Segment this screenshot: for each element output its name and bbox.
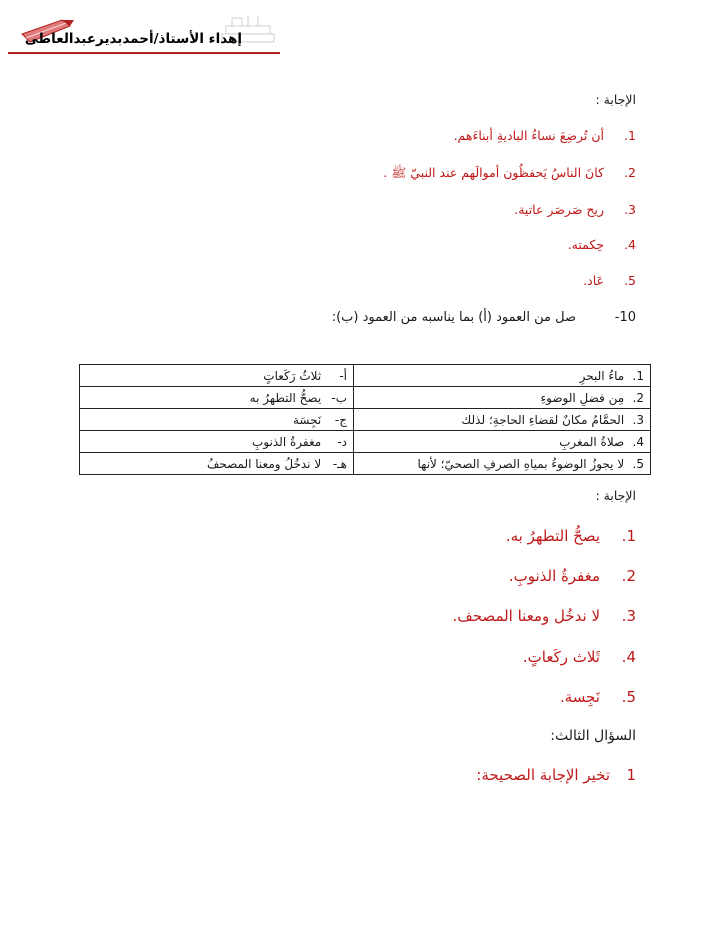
table-row — [80, 387, 651, 409]
table-row — [80, 365, 651, 387]
column-b-cell: د- مغفرةُ الذنوبِ — [80, 431, 354, 453]
column-b-cell: هـ- لا ندخُلُ ومعنا المصحفُ — [80, 453, 354, 475]
list-item: 3.ريح صَرصَر عاتية. — [514, 202, 636, 217]
column-b-cell: ج- نَجِسَة — [80, 409, 354, 431]
list-item: 5.عَاد. — [583, 273, 636, 288]
list-item: 4.ثَلاث ركَعاتٍ. — [522, 648, 636, 666]
answer-label: الإجابة : — [595, 92, 636, 107]
list-item: 3.لا ندخُل ومعنا المصحف. — [452, 607, 636, 625]
table-row — [80, 431, 651, 453]
question-3-title: السؤال الثالث: — [550, 728, 636, 744]
dedication-text: إهداء الأستاذ/أحمدبديرعبدالعاطى — [24, 31, 242, 47]
answer-label-2: الإجابة : — [595, 488, 636, 503]
column-a-cell: 1. ماءُ البحرِ — [354, 365, 651, 387]
table-row — [80, 453, 651, 475]
column-a-cell: 4. صلاةُ المغربِ — [354, 431, 651, 453]
question-number: 10- — [614, 310, 636, 325]
list-item: 5.نَجِسة. — [559, 688, 636, 706]
list-item: 2.مغفرةُ الذنوبِ. — [508, 567, 636, 585]
list-item: 1.أن تُرضِعَ نساءُ الباديةِ أبناءَهم. — [453, 128, 636, 143]
column-b-cell: ب- يصحُّ التطهرُ به — [80, 387, 354, 409]
question-10 — [332, 310, 636, 325]
question-text: صل من العمود (أ) بما يناسبه من العمود (ب): — [331, 310, 576, 325]
list-item: 2.كانَ الناسُ يَحفظُون أموالَهم عند النبيّ ﷺ . — [383, 165, 636, 180]
column-a-cell: 2. مِن فضلِ الوضوءِ — [354, 387, 651, 409]
matching-table — [79, 364, 651, 475]
question-3-sub: 1تخير الإجابة الصحيحة: — [476, 766, 636, 784]
table-row — [80, 409, 651, 431]
list-item: 4.حِكمته. — [567, 237, 636, 252]
column-a-cell: 3. الحمَّامُ مكانٌ لقضاءِ الحاجةِ؛ لذلك — [354, 409, 651, 431]
column-b-cell: أ- ثلاثُ رَكَعاتٍ — [80, 365, 354, 387]
header-banner — [8, 8, 280, 56]
column-a-cell: 5. لا يجوزُ الوضوءُ بمياهِ الصرفِ الصحيّ؛ لأنها — [354, 453, 651, 475]
list-item: 1.يصحُّ التطهرُ به. — [505, 527, 636, 545]
